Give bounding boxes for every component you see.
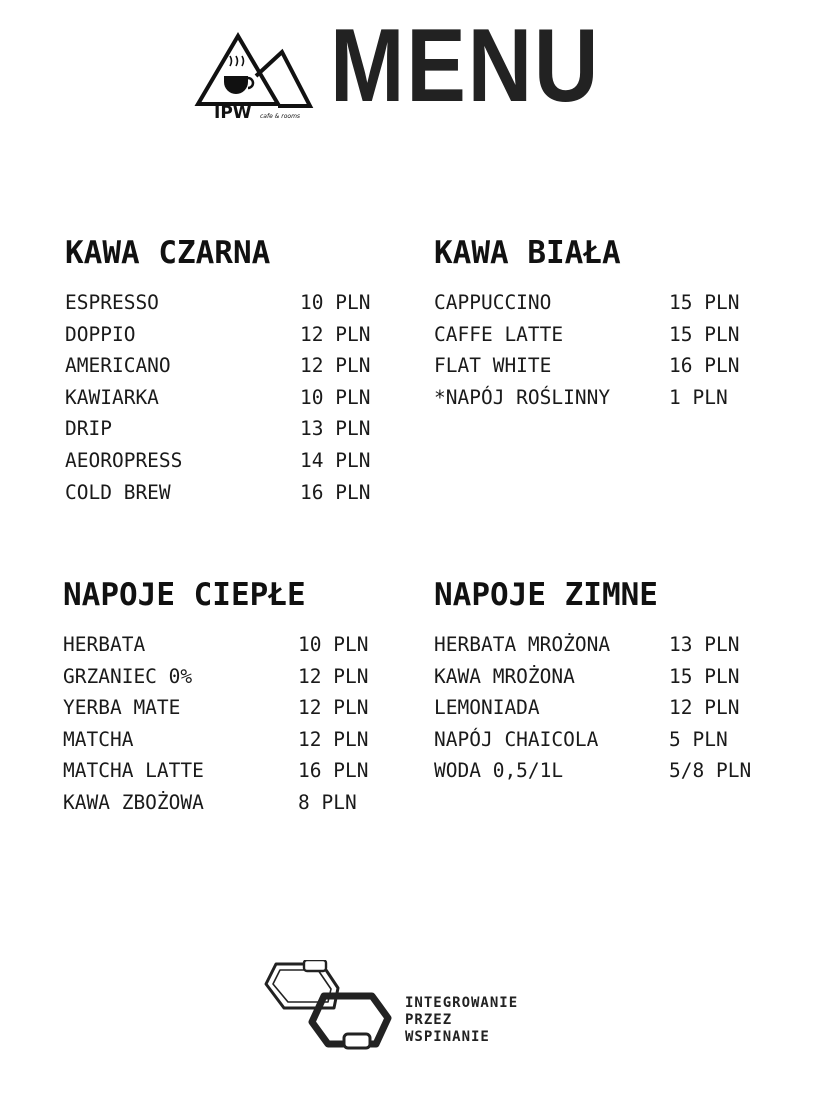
item-list	[63, 633, 423, 823]
menu-item	[434, 728, 794, 760]
menu-item	[434, 665, 794, 697]
item-name: DRIP	[65, 417, 112, 441]
item-name: KAWA ZBOŻOWA	[63, 790, 204, 814]
item-price: 12 PLN	[298, 696, 369, 720]
item-name: GRZANIEC 0%	[63, 664, 193, 688]
item-list	[434, 291, 794, 417]
footer-line: PRZEZ	[405, 1012, 453, 1028]
section-napoje-zimne	[434, 577, 794, 791]
item-name: NAPÓJ CHAICOLA	[434, 727, 599, 751]
item-name: YERBA MATE	[63, 696, 181, 720]
menu-item	[65, 481, 425, 513]
logo-subtext: cafe & rooms	[260, 113, 301, 120]
item-price: 13 PLN	[300, 417, 371, 441]
item-name: *NAPÓJ ROŚLINNY	[434, 385, 611, 409]
section-title: KAWA CZARNA	[65, 235, 271, 271]
item-price: 12 PLN	[669, 696, 740, 720]
menu-item	[434, 386, 794, 418]
menu-item	[65, 291, 425, 323]
item-price: 13 PLN	[669, 633, 740, 656]
section-kawa-czarna	[65, 235, 425, 512]
item-price: 16 PLN	[298, 759, 369, 783]
item-name: CAFFE LATTE	[434, 322, 564, 346]
item-name: AEOROPRESS	[65, 448, 183, 472]
item-price: 5/8 PLN	[669, 759, 752, 783]
item-price: 8 PLN	[298, 790, 357, 814]
menu-item	[434, 291, 794, 323]
item-price: 15 PLN	[669, 291, 740, 314]
item-name: KAWIARKA	[65, 385, 159, 409]
item-price: 16 PLN	[300, 480, 371, 504]
menu-item	[65, 417, 425, 449]
menu-item	[63, 696, 423, 728]
menu-item	[63, 728, 423, 760]
item-price: 10 PLN	[298, 633, 369, 656]
section-napoje-cieple	[63, 577, 423, 823]
item-name: WODA 0,5/1L	[434, 759, 564, 783]
item-name: LEMONIADA	[434, 696, 540, 720]
item-price: 14 PLN	[300, 448, 371, 472]
item-name: KAWA MROŻONA	[434, 664, 575, 688]
menu-item	[434, 323, 794, 355]
item-list	[65, 291, 425, 512]
menu-item	[434, 354, 794, 386]
item-price: 16 PLN	[669, 354, 740, 378]
item-price: 10 PLN	[300, 291, 371, 314]
item-name: HERBATA	[63, 633, 146, 656]
item-name: CAPPUCCINO	[434, 291, 552, 314]
header	[0, 8, 815, 128]
item-name: COLD BREW	[65, 480, 171, 504]
item-price: 12 PLN	[300, 322, 371, 346]
carabiner-logo	[262, 960, 397, 1052]
menu-item	[65, 354, 425, 386]
section-kawa-biala	[434, 235, 794, 417]
logo-text: IPW	[214, 103, 252, 120]
menu-item	[63, 791, 423, 823]
ipw-cafe-logo	[194, 32, 314, 120]
section-title: KAWA BIAŁA	[434, 235, 621, 271]
item-name: FLAT WHITE	[434, 354, 552, 378]
item-name: MATCHA LATTE	[63, 759, 204, 783]
item-name: ESPRESSO	[65, 291, 159, 314]
item-price: 1 PLN	[669, 385, 728, 409]
item-name: HERBATA MROŻONA	[434, 633, 611, 656]
menu-item	[63, 633, 423, 665]
menu-item	[63, 759, 423, 791]
footer-line: WSPINANIE	[405, 1029, 490, 1045]
page-title: MENU	[330, 8, 601, 124]
item-price: 12 PLN	[298, 664, 369, 688]
footer-slogan	[405, 995, 518, 1046]
menu-item	[434, 633, 794, 665]
item-price: 15 PLN	[669, 664, 740, 688]
section-title: NAPOJE CIEPŁE	[63, 577, 306, 613]
item-price: 5 PLN	[669, 727, 728, 751]
menu-item	[65, 386, 425, 418]
item-price: 10 PLN	[300, 385, 371, 409]
item-name: DOPPIO	[65, 322, 136, 346]
section-title: NAPOJE ZIMNE	[434, 577, 658, 613]
item-name: MATCHA	[63, 727, 134, 751]
menu-item	[63, 665, 423, 697]
item-name: AMERICANO	[65, 354, 171, 378]
item-list	[434, 633, 794, 791]
menu-item	[434, 696, 794, 728]
item-price: 12 PLN	[298, 727, 369, 751]
item-price: 12 PLN	[300, 354, 371, 378]
footer-line: INTEGROWANIE	[405, 995, 519, 1011]
menu-item	[65, 323, 425, 355]
item-price: 15 PLN	[669, 322, 740, 346]
menu-item	[65, 449, 425, 481]
menu-item	[434, 759, 794, 791]
